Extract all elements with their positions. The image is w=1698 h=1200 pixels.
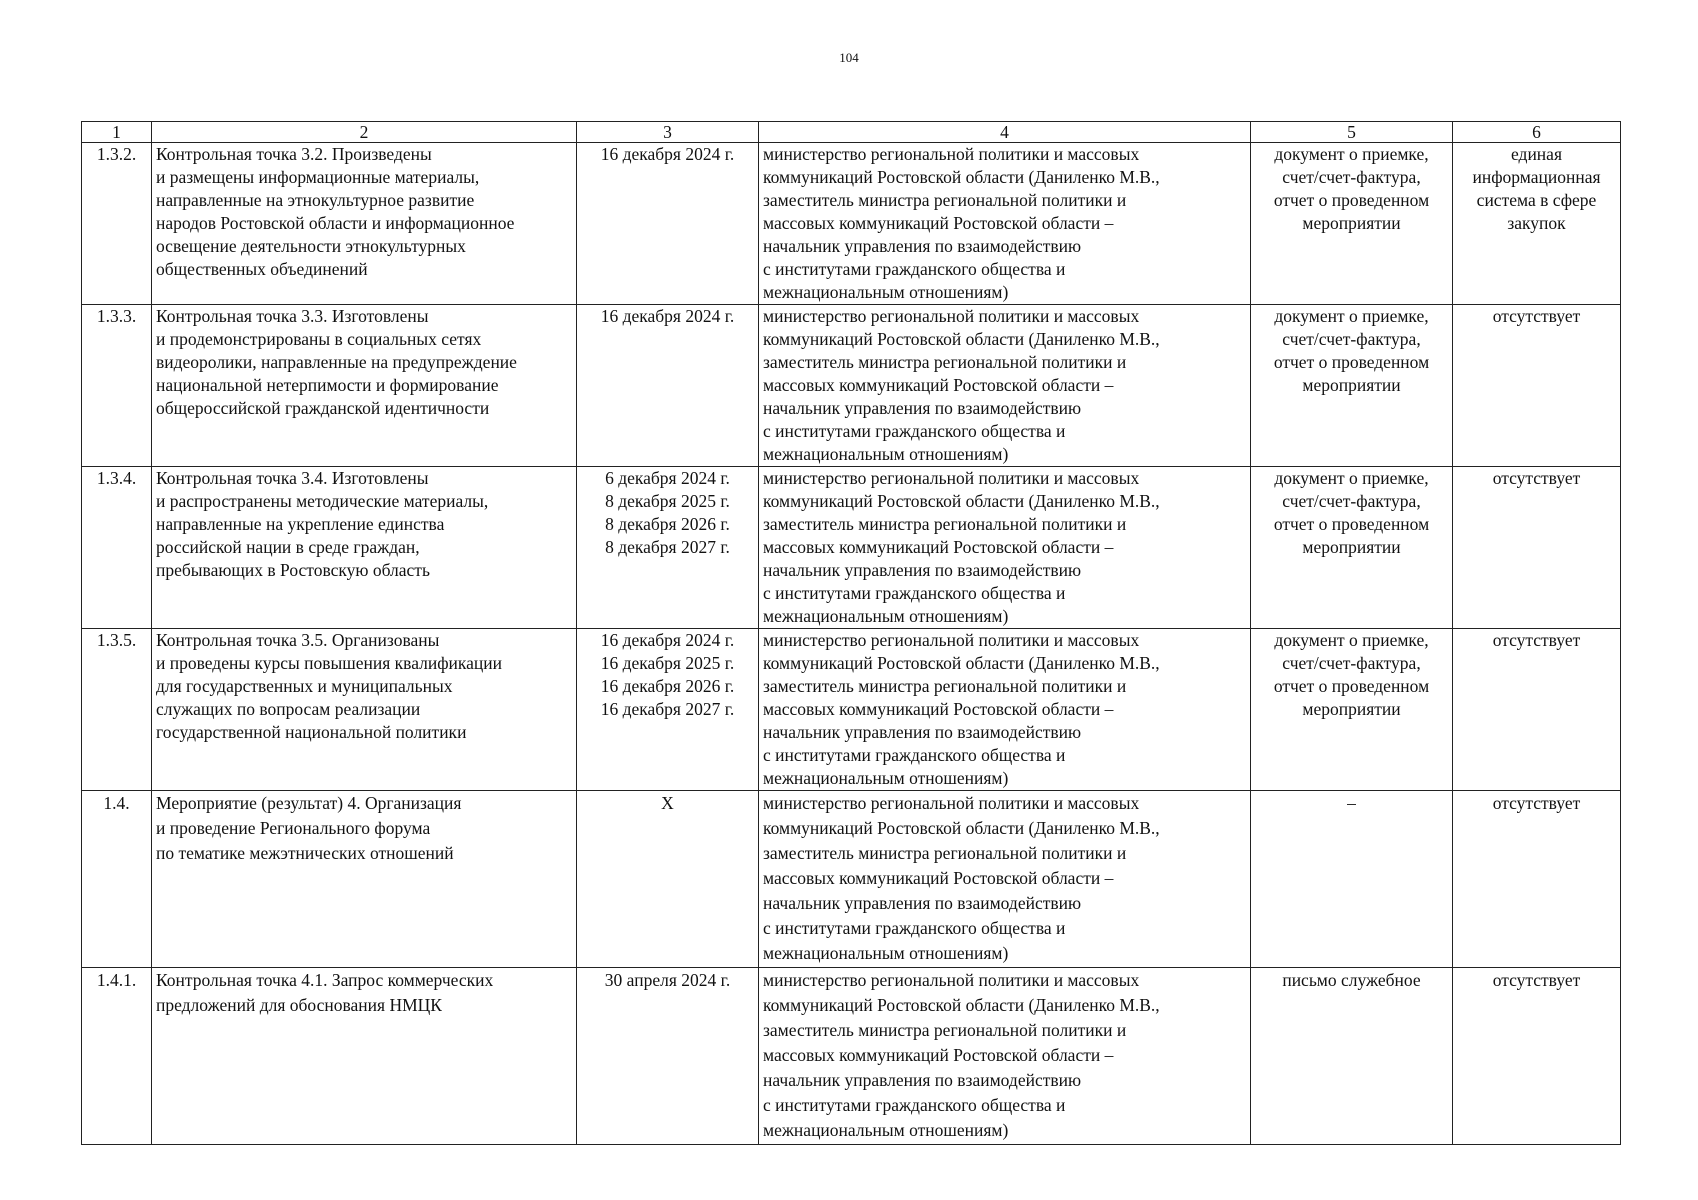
responsible-line: министерство региональной политики и массовых	[763, 144, 1140, 164]
document-line: мероприятии	[1302, 375, 1401, 395]
responsible-line: массовых коммуникаций Ростовской области –	[763, 868, 1114, 888]
responsible-line: начальник управления по взаимодействию	[763, 236, 1082, 256]
deadline-date: 6 декабря 2024 г.	[605, 468, 730, 488]
responsible-line: коммуникаций Ростовской области (Даниленко М.В.,	[763, 329, 1160, 349]
system-line: система в сфере	[1476, 190, 1597, 210]
responsible-line: коммуникаций Ростовской области (Даниленко М.В.,	[763, 167, 1160, 187]
responsible	[759, 629, 1251, 791]
document-line: отчет о проведенном	[1273, 514, 1430, 534]
item-name	[152, 467, 577, 629]
deadline-date: 16 декабря 2024 г.	[600, 306, 735, 326]
item-name-line: общественных объединений	[156, 259, 368, 279]
row-number: 1.4.1.	[82, 968, 152, 1145]
information-system	[1453, 305, 1621, 467]
table-row	[82, 629, 1621, 791]
header-row	[82, 122, 1621, 143]
item-name-line: государственной национальной политики	[156, 722, 467, 742]
document-line: счет/счет-фактура,	[1282, 491, 1421, 511]
item-name-line: освещение деятельности этнокультурных	[156, 236, 466, 256]
confirming-document	[1251, 143, 1453, 305]
responsible-line: заместитель министра региональной политики и	[763, 1020, 1127, 1040]
document-line: мероприятии	[1302, 699, 1401, 719]
deadline-date: 16 декабря 2024 г.	[600, 630, 735, 650]
table-row	[82, 968, 1621, 1145]
deadline-date: X	[661, 793, 674, 813]
page-number: 104	[839, 50, 859, 65]
document-line: документ о приемке,	[1274, 468, 1429, 488]
row-number: 1.3.4.	[82, 467, 152, 629]
system-line: отсутствует	[1492, 306, 1581, 326]
responsible-line: министерство региональной политики и массовых	[763, 793, 1140, 813]
document-line: отчет о проведенном	[1273, 676, 1430, 696]
responsible-line: массовых коммуникаций Ростовской области –	[763, 213, 1114, 233]
document-line: документ о приемке,	[1274, 306, 1429, 326]
item-name-line: Контрольная точка 4.1. Запрос коммерческих	[156, 970, 494, 990]
document-line: мероприятии	[1302, 537, 1401, 557]
responsible-line: с институтами гражданского общества и	[763, 918, 1066, 938]
item-name	[152, 629, 577, 791]
column-header: 1	[82, 122, 152, 143]
responsible-line: министерство региональной политики и массовых	[763, 970, 1140, 990]
item-name-line: направленные на укрепление единства	[156, 514, 445, 534]
item-name-line: направленные на этнокультурное развитие	[156, 190, 475, 210]
column-header: 4	[759, 122, 1251, 143]
item-name-line: и размещены информационные материалы,	[156, 167, 480, 187]
responsible-line: коммуникаций Ростовской области (Даниленко М.В.,	[763, 995, 1160, 1015]
item-name-line: Контрольная точка 3.2. Произведены	[156, 144, 432, 164]
responsible-line: межнациональным отношениям)	[763, 943, 1009, 963]
deadline	[577, 791, 759, 968]
system-line: закупок	[1507, 213, 1566, 233]
item-name-line: и распространены методические материалы,	[156, 491, 489, 511]
responsible-line: межнациональным отношениям)	[763, 444, 1009, 464]
deadline-date: 8 декабря 2026 г.	[605, 514, 730, 534]
responsible-line: с институтами гражданского общества и	[763, 1095, 1066, 1115]
responsible-line: министерство региональной политики и массовых	[763, 468, 1140, 488]
responsible	[759, 791, 1251, 968]
deadline	[577, 968, 759, 1145]
responsible-line: массовых коммуникаций Ростовской области –	[763, 375, 1114, 395]
responsible-line: с институтами гражданского общества и	[763, 583, 1066, 603]
column-header: 6	[1453, 122, 1621, 143]
system-line: информационная	[1472, 167, 1601, 187]
table-row	[82, 791, 1621, 968]
responsible-line: заместитель министра региональной политики и	[763, 676, 1127, 696]
responsible-line: массовых коммуникаций Ростовской области –	[763, 699, 1114, 719]
deadline	[577, 305, 759, 467]
item-name-line: народов Ростовской области и информационное	[156, 213, 515, 233]
deadline-date: 16 декабря 2025 г.	[600, 653, 735, 673]
document-line: отчет о проведенном	[1273, 352, 1430, 372]
system-line: отсутствует	[1492, 468, 1581, 488]
item-name	[152, 143, 577, 305]
column-header: 2	[152, 122, 577, 143]
confirming-document	[1251, 968, 1453, 1145]
document-line: мероприятии	[1302, 213, 1401, 233]
item-name-line: Контрольная точка 3.3. Изготовлены	[156, 306, 429, 326]
responsible-line: коммуникаций Ростовской области (Даниленко М.В.,	[763, 818, 1160, 838]
responsible-line: заместитель министра региональной политики и	[763, 514, 1127, 534]
item-name-line: российской нации в среде граждан,	[156, 537, 420, 557]
item-name	[152, 968, 577, 1145]
item-name-line: национальной нетерпимости и формирование	[156, 375, 499, 395]
table-row	[82, 305, 1621, 467]
row-number: 1.3.2.	[82, 143, 152, 305]
responsible-line: массовых коммуникаций Ростовской области –	[763, 537, 1114, 557]
deadline	[577, 143, 759, 305]
item-name-line: Мероприятие (результат) 4. Организация	[156, 793, 462, 813]
information-system	[1453, 791, 1621, 968]
item-name-line: пребывающих в Ростовскую область	[156, 560, 430, 580]
item-name-line: и продемонстрированы в социальных сетях	[156, 329, 482, 349]
responsible-line: с институтами гражданского общества и	[763, 745, 1066, 765]
responsible-line: начальник управления по взаимодействию	[763, 722, 1082, 742]
system-line: отсутствует	[1492, 630, 1581, 650]
responsible	[759, 143, 1251, 305]
document-line: счет/счет-фактура,	[1282, 167, 1421, 187]
deadline-date: 30 апреля 2024 г.	[604, 970, 731, 990]
responsible-line: межнациональным отношениям)	[763, 1120, 1009, 1140]
system-line: отсутствует	[1492, 970, 1581, 990]
item-name-line: общероссийской гражданской идентичности	[156, 398, 490, 418]
responsible-line: коммуникаций Ростовской области (Даниленко М.В.,	[763, 491, 1160, 511]
responsible-line: заместитель министра региональной политики и	[763, 843, 1127, 863]
item-name	[152, 305, 577, 467]
document-line: счет/счет-фактура,	[1282, 329, 1421, 349]
document-line: документ о приемке,	[1274, 630, 1429, 650]
confirming-document	[1251, 791, 1453, 968]
responsible-line: заместитель министра региональной политики и	[763, 352, 1127, 372]
item-name-line: Контрольная точка 3.5. Организованы	[156, 630, 440, 650]
system-line: единая	[1511, 144, 1562, 164]
item-name-line: предложений для обоснования НМЦК	[156, 995, 442, 1015]
deadline-date: 8 декабря 2025 г.	[605, 491, 730, 511]
item-name-line: служащих по вопросам реализации	[156, 699, 421, 719]
column-header: 3	[577, 122, 759, 143]
responsible-line: массовых коммуникаций Ростовской области –	[763, 1045, 1114, 1065]
responsible-line: коммуникаций Ростовской области (Даниленко М.В.,	[763, 653, 1160, 673]
deadline-date: 16 декабря 2024 г.	[600, 144, 735, 164]
responsible-line: с институтами гражданского общества и	[763, 421, 1066, 441]
item-name	[152, 791, 577, 968]
deadline-date: 16 декабря 2027 г.	[600, 699, 735, 719]
confirming-document	[1251, 467, 1453, 629]
confirming-document	[1251, 305, 1453, 467]
item-name-line: видеоролики, направленные на предупреждение	[156, 352, 517, 372]
item-name-line: Контрольная точка 3.4. Изготовлены	[156, 468, 429, 488]
document-line: письмо служебное	[1282, 970, 1421, 990]
item-name-line: и проведение Регионального форума	[156, 818, 431, 838]
row-number: 1.3.3.	[82, 305, 152, 467]
responsible-line: начальник управления по взаимодействию	[763, 1070, 1082, 1090]
table-row	[82, 143, 1621, 305]
item-name-line: по тематике межэтнических отношений	[156, 843, 454, 863]
row-number: 1.4.	[82, 791, 152, 968]
responsible-line: министерство региональной политики и массовых	[763, 630, 1140, 650]
responsible-line: начальник управления по взаимодействию	[763, 560, 1082, 580]
information-system	[1453, 629, 1621, 791]
deadline-date: 16 декабря 2026 г.	[600, 676, 735, 696]
item-name-line: для государственных и муниципальных	[156, 676, 453, 696]
information-system	[1453, 968, 1621, 1145]
responsible-line: начальник управления по взаимодействию	[763, 893, 1082, 913]
document-line: счет/счет-фактура,	[1282, 653, 1421, 673]
plan-table	[81, 121, 1621, 1145]
responsible-line: начальник управления по взаимодействию	[763, 398, 1082, 418]
responsible-line: министерство региональной политики и массовых	[763, 306, 1140, 326]
responsible-line: межнациональным отношениям)	[763, 768, 1009, 788]
information-system	[1453, 467, 1621, 629]
responsible-line: заместитель министра региональной политики и	[763, 190, 1127, 210]
system-line: отсутствует	[1492, 793, 1581, 813]
confirming-document	[1251, 629, 1453, 791]
row-number: 1.3.5.	[82, 629, 152, 791]
responsible	[759, 968, 1251, 1145]
responsible-line: межнациональным отношениям)	[763, 606, 1009, 626]
document-line: отчет о проведенном	[1273, 190, 1430, 210]
responsible	[759, 467, 1251, 629]
responsible-line: межнациональным отношениям)	[763, 282, 1009, 302]
column-header: 5	[1251, 122, 1453, 143]
table-row	[82, 467, 1621, 629]
deadline-date: 8 декабря 2027 г.	[605, 537, 730, 557]
item-name-line: и проведены курсы повышения квалификации	[156, 653, 503, 673]
document-line: документ о приемке,	[1274, 144, 1429, 164]
deadline	[577, 467, 759, 629]
responsible-line: с институтами гражданского общества и	[763, 259, 1066, 279]
deadline	[577, 629, 759, 791]
information-system	[1453, 143, 1621, 305]
document-line: –	[1347, 793, 1356, 813]
responsible	[759, 305, 1251, 467]
